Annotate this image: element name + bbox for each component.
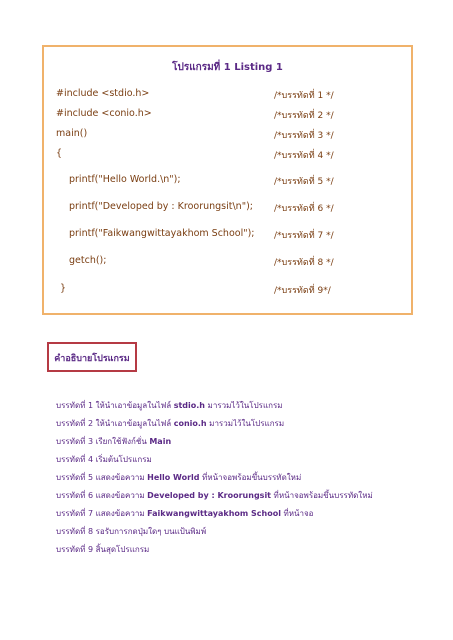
explanation-heading-box: [47, 342, 137, 372]
explanation-line-7: [56, 507, 313, 520]
explanation-heading: คำอธิบายโปรแกรม: [54, 354, 130, 364]
explanation-text: มารวมไว้ในโปรแกรม: [205, 401, 283, 410]
explanation-line-6: [56, 489, 373, 502]
code-text: #include <stdio.h>: [56, 88, 150, 99]
code-line-4: [56, 148, 403, 162]
explanation-line-2: [56, 417, 284, 430]
explanation-text: บรรทัดที่ 9 สิ้นสุดโปรแกรม: [56, 545, 150, 554]
explanation-text: บรรทัดที่ 4 เริ่มต้นโปรแกรม: [56, 455, 152, 464]
explanation-text: บรรทัดที่ 1 ให้นำเอาข้อมูลในไฟล์: [56, 401, 174, 410]
code-text: #include <conio.h>: [56, 108, 152, 119]
code-line-9: [56, 283, 403, 297]
code-comment: /*บรรทัดที่ 8 */: [274, 258, 334, 268]
explanation-text: ที่หน้าจอ: [280, 509, 314, 518]
code-comment: /*บรรทัดที่ 6 */: [274, 204, 334, 214]
explanation-text: บรรทัดที่ 3 เรียกใช้ฟังก์ชั่น: [56, 437, 150, 446]
explanation-text: ที่หน้าจอพร้อมขึ้นบรรทัดใหม่: [199, 473, 302, 482]
code-comment: /*บรรทัดที่ 2 */: [274, 111, 334, 121]
code-comment: /*บรรทัดที่ 1 */: [274, 91, 334, 101]
code-line-1: [56, 88, 403, 102]
explanation-line-1: [56, 399, 283, 412]
explanation-keyword: Main: [149, 437, 172, 446]
code-text: }: [60, 283, 67, 294]
code-comment: /*บรรทัดที่ 5 */: [274, 177, 334, 187]
code-comment: /*บรรทัดที่ 3 */: [274, 131, 334, 141]
code-text: main(): [56, 128, 88, 139]
explanation-keyword: Developed by : Kroorungsit: [147, 491, 272, 500]
code-line-6: [56, 201, 403, 215]
explanation-text: บรรทัดที่ 5 แสดงข้อความ: [56, 473, 148, 482]
explanation-text: ที่หน้าจอพร้อมขึ้นบรรทัดใหม่: [271, 491, 373, 500]
explanation-text: มารวมไว้ในโปรแกรม: [206, 419, 285, 428]
code-text: printf("Faikwangwittayakhom School");: [69, 228, 255, 239]
explanation-line-3: [56, 435, 171, 448]
explanation-line-9: [56, 543, 149, 556]
code-listing-box: [42, 45, 413, 315]
explanation-keyword: Faikwangwittayakhom School: [147, 509, 281, 518]
code-comment: /*บรรทัดที่ 9*/: [274, 286, 331, 296]
explanation-text: บรรทัดที่ 6 แสดงข้อความ: [56, 491, 148, 500]
explanation-line-8: [56, 525, 206, 538]
code-line-2: [56, 108, 403, 122]
code-line-5: [56, 174, 403, 188]
explanation-text: บรรทัดที่ 7 แสดงข้อความ: [56, 509, 148, 518]
explanation-line-4: [56, 453, 152, 466]
code-comment: /*บรรทัดที่ 7 */: [274, 231, 334, 241]
explanation-keyword: conio.h: [173, 419, 207, 428]
code-line-3: [56, 128, 403, 142]
explanation-keyword: Hello World: [147, 473, 200, 482]
explanation-text: บรรทัดที่ 2 ให้นำเอาข้อมูลในไฟล์: [56, 419, 174, 428]
code-text: {: [56, 148, 63, 159]
code-text: printf("Hello World.\n");: [69, 174, 181, 185]
code-line-7: [56, 228, 403, 242]
code-line-8: [56, 255, 403, 269]
listing-title: โปรแกรมที่ 1 Listing 1: [172, 62, 283, 73]
code-text: printf("Developed by : Kroorungsit\n");: [69, 201, 253, 212]
explanation-text: บรรทัดที่ 8 รอรับการกดปุ่มใดๆ บนแป้นพิมพ์: [56, 527, 207, 536]
code-comment: /*บรรทัดที่ 4 */: [274, 151, 334, 161]
code-text: getch();: [69, 255, 107, 266]
explanation-line-5: [56, 471, 301, 484]
explanation-keyword: stdio.h: [173, 401, 206, 410]
